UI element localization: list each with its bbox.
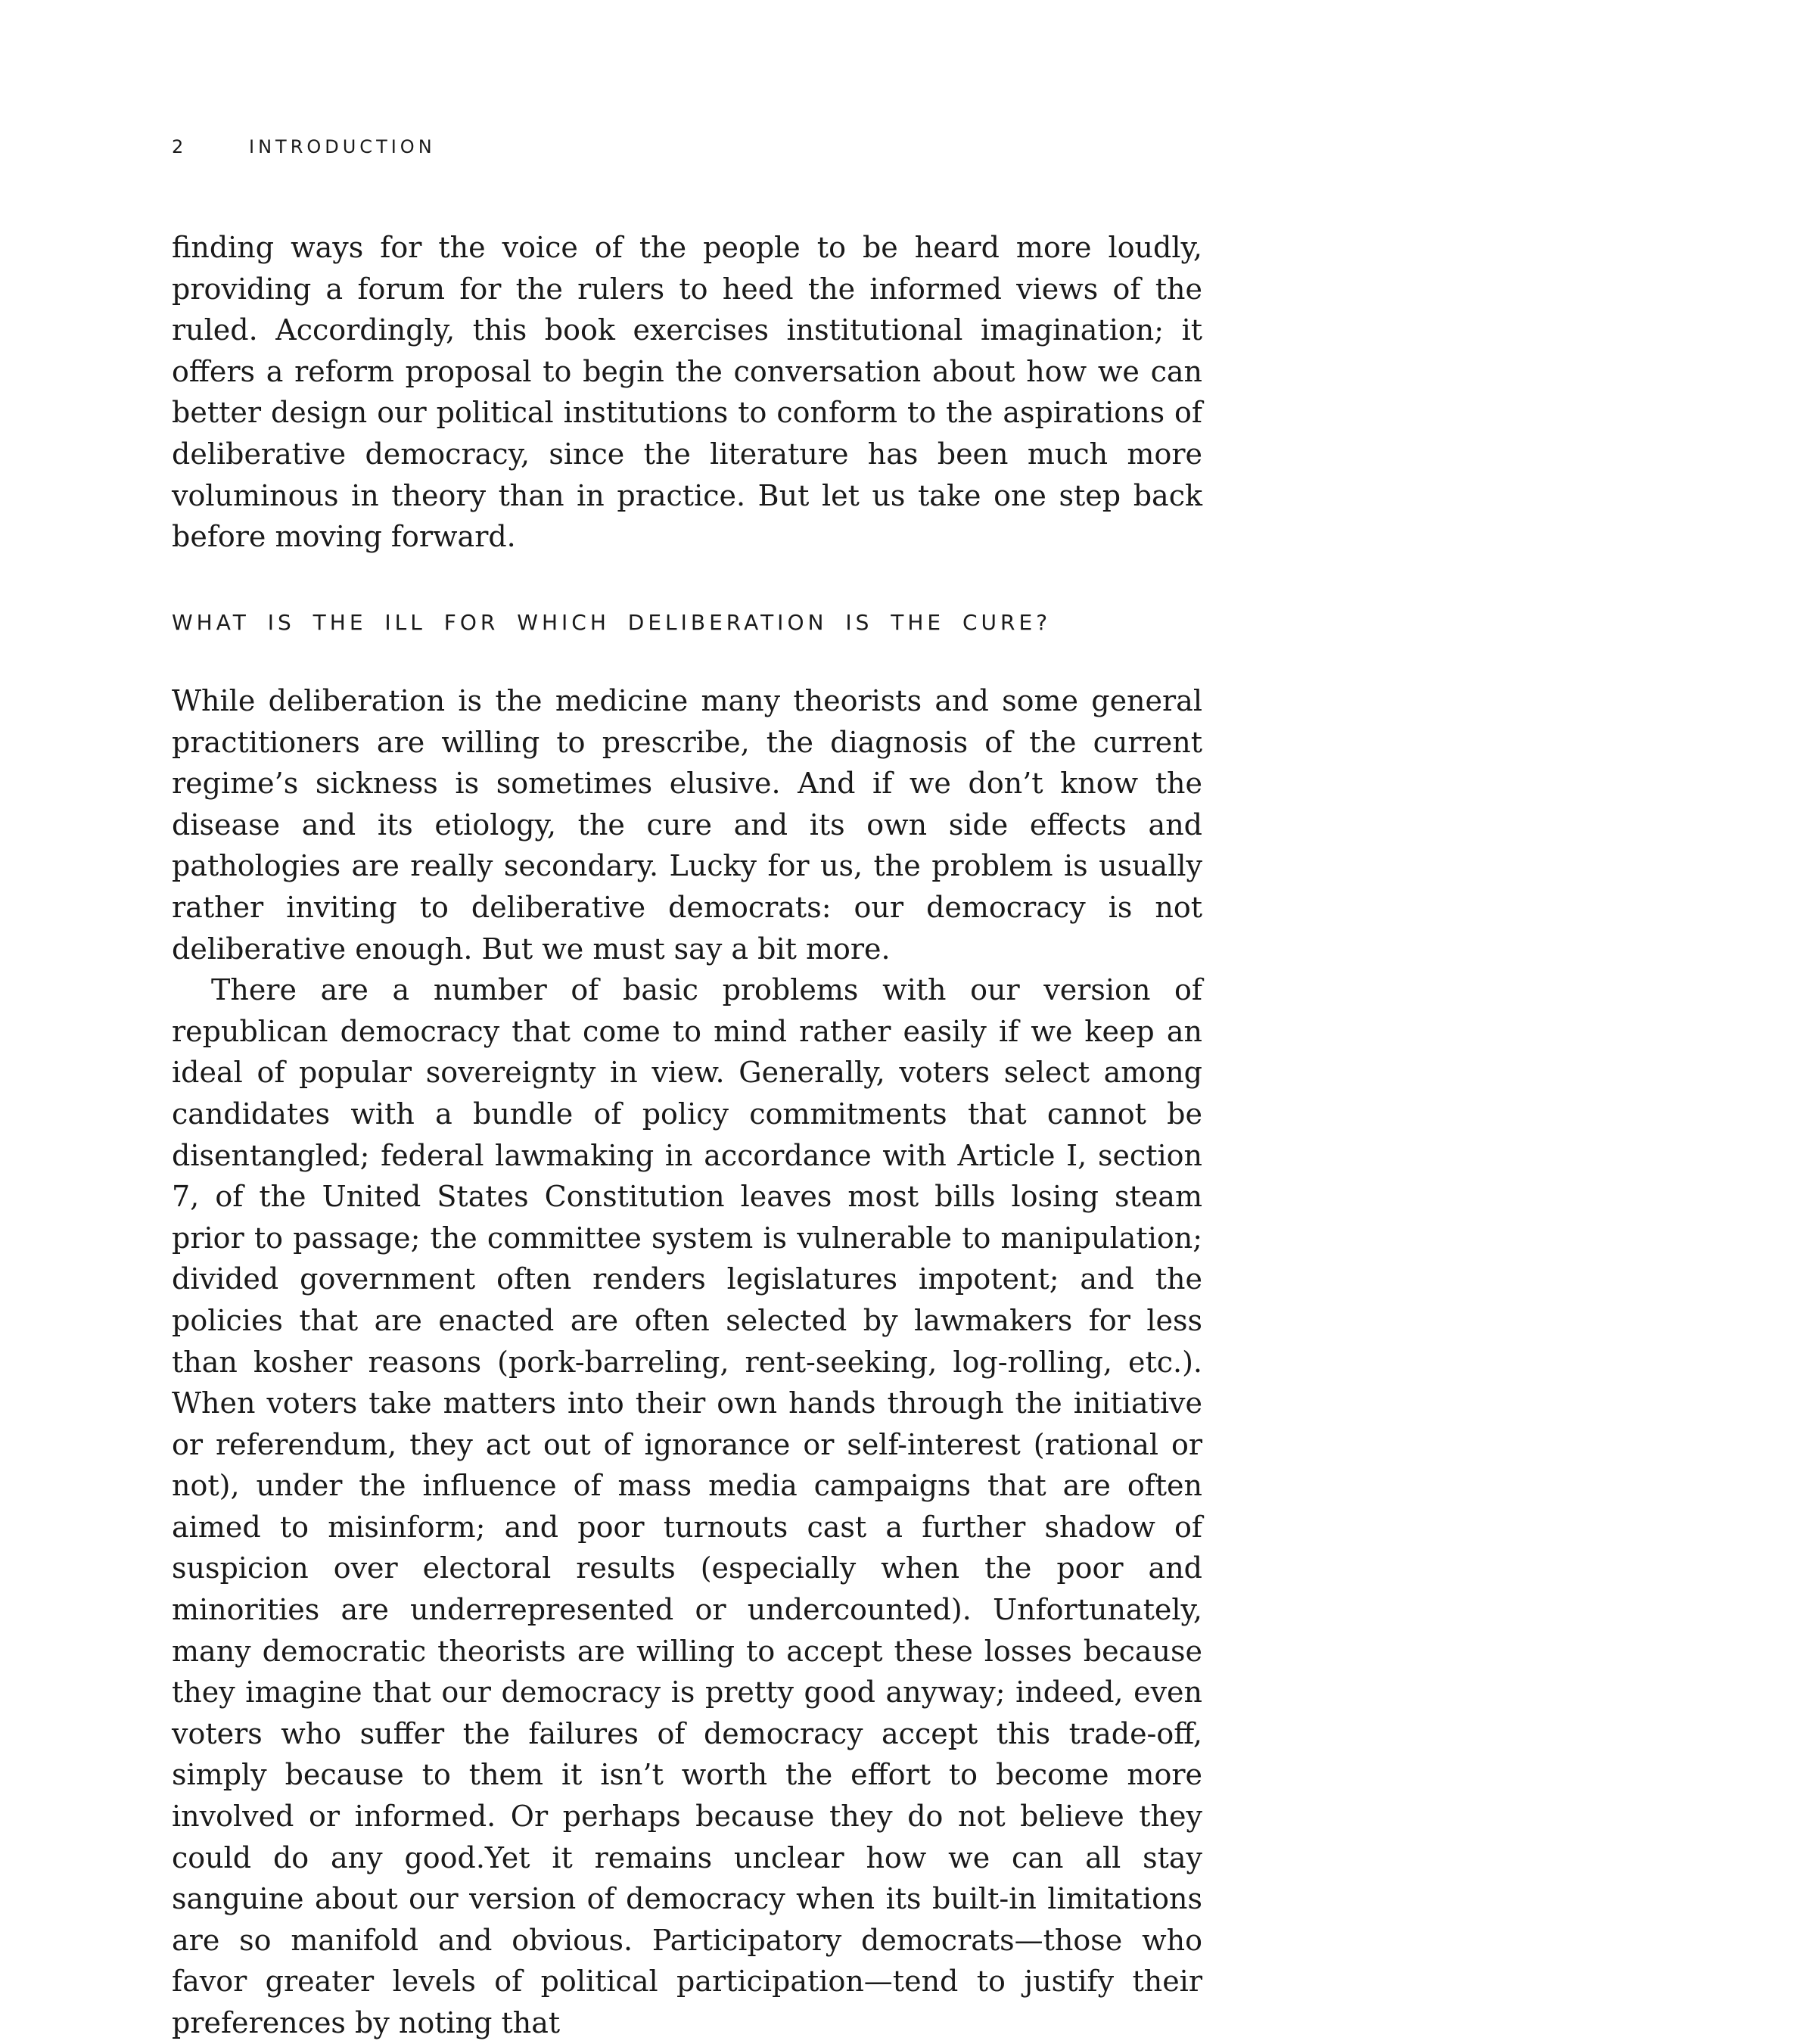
opening-text-block: [172, 227, 1202, 558]
section-heading: WHAT IS THE ILL FOR WHICH DELIBERATION IS THE CURE?: [172, 610, 1052, 635]
section-text-block: [172, 680, 1202, 2044]
paragraph-continuation: finding ways for the voice of the people to be heard more loudly, providing a forum for the rulers to heed the informed views of the ruled. Accordingly, this book exercises institutional imagination; it offers a reform proposal to begin the conversation about how we can better design our political institutions to conform to the aspirations of deliberative democracy, since the literature has been much more voluminous in theory than in practice. But let us take one step back before moving forward.: [172, 231, 1202, 554]
page-number: 2: [172, 136, 187, 157]
running-head-title: INTRODUCTION: [249, 136, 436, 157]
running-head: [172, 136, 436, 157]
paragraph-problems: There are a number of basic problems with our version of republican democracy that come to mind rather easily if we keep an ideal of popular sovereignty in view. Generally, voters select among candidates with a bundle of policy commitments that cannot be disentangled; federal lawmaking in accordance with Article I, section 7, of the United States Constitution leaves most bills losing steam prior to passage; the committee system is vulnerable to manipulation; divided government often renders legislatures impotent; and the policies that are enacted are often selected by lawmakers for less than kosher reasons (pork-barreling, rent-seeking, log-rolling, etc.). When voters take matters into their own hands through the initiative or referendum, they act out of ignorance or self-interest (rational or not), under the influence of mass media campaigns that are often aimed to misinform; and poor turnouts cast a further shadow of suspicion over electoral results (especially when the poor and minorities are underrepresented or undercounted). Unfortunately, many democratic theorists are willing to accept these losses because they imagine that our democracy is pretty good anyway; indeed, even voters who suffer the failures of democracy accept this trade-off, simply because to them it isn’t worth the effort to become more involved or informed. Or perhaps because they do not believe they could do any good.Yet it remains unclear how we can all stay sanguine about our version of democracy when its built-in limitations are so manifold and obvious. Participatory democrats—those who favor greater levels of political participation—tend to justify their preferences by noting that: [172, 973, 1202, 2039]
paragraph-diagnosis: While deliberation is the medicine many theorists and some general practitioners are willing to prescribe, the diagnosis of the current regime’s sickness is sometimes elusive. And if we don’t know the disease and its etiology, the cure and its own side effects and pathologies are really secondary. Lucky for us, the problem is usually rather inviting to deliberative democrats: our democracy is not deliberative enough. But we must say a bit more.: [172, 684, 1202, 966]
